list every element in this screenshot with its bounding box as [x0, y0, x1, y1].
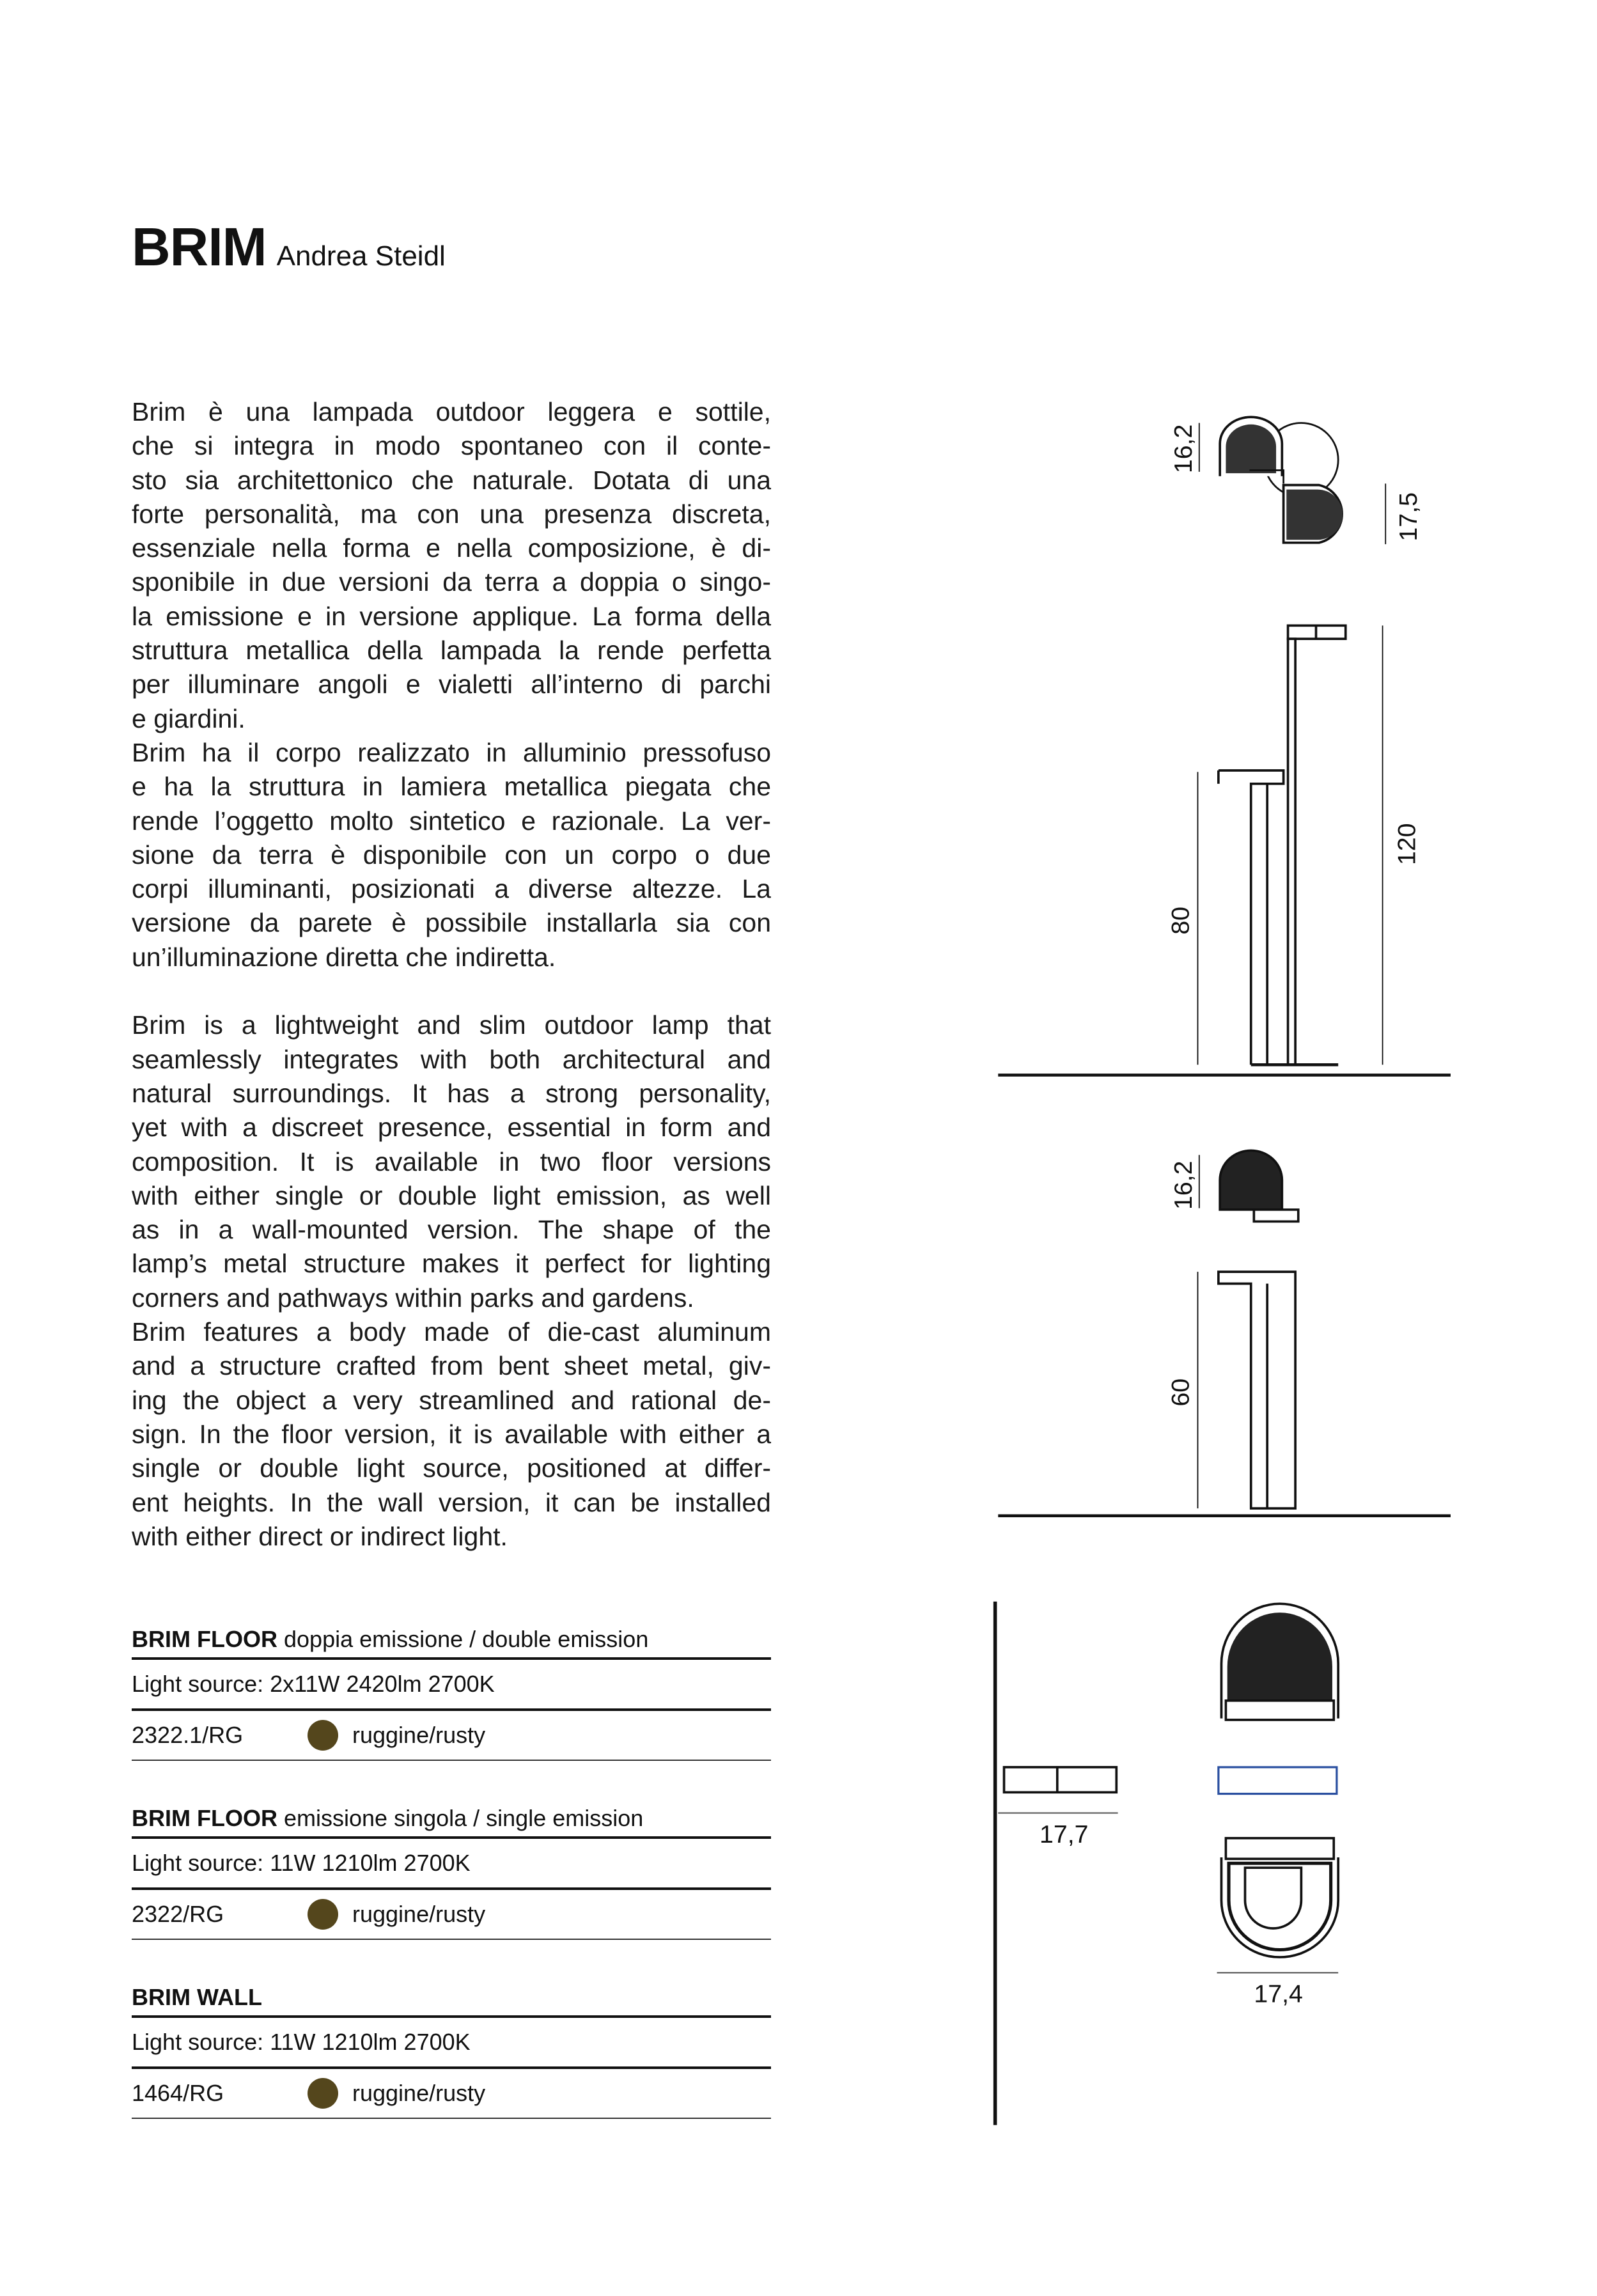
description-line: corners and pathways within parks and gardens.: [132, 1283, 694, 1313]
description-line: rende l’oggetto molto sintetico e razionale. La ver-: [132, 806, 771, 836]
description-line: composition. It is available in two floor versions: [132, 1146, 771, 1176]
dim-top-depth: 17,5: [1394, 492, 1422, 542]
spec-model: BRIM FLOOR: [132, 1626, 277, 1652]
finish-label: ruggine/rusty: [352, 1901, 486, 1927]
description-line: per illuminare angoli e vialetti all’interno di parchi: [132, 669, 771, 699]
description-line: ing the object a very streamlined and rational de-: [132, 1385, 771, 1415]
description-line: un’illuminazione diretta che indiretta.: [132, 942, 556, 972]
description-line: Brim è una lampada outdoor leggera e sottile,: [132, 397, 771, 426]
description-line: sign. In the floor version, it is available with either a: [132, 1419, 771, 1449]
dim-single-head: 16,2: [1169, 1160, 1198, 1210]
dim-height-80: 80: [1166, 907, 1195, 935]
description-line: with either single or double light emission, as well: [132, 1180, 771, 1210]
light-source-value: Light source: 11W 1210lm 2700K: [132, 1850, 471, 1876]
product-code: 1464/RG: [132, 2080, 224, 2106]
description-line: forte personalità, ma con una presenza discreta,: [132, 499, 771, 529]
finish-label: ruggine/rusty: [352, 1722, 486, 1748]
description-line: natural surroundings. It has a strong personality,: [132, 1078, 771, 1108]
light-source-value: Light source: 2x11W 2420lm 2700K: [132, 1671, 495, 1697]
description-line: e ha la struttura in lamiera metallica piegata che: [132, 772, 771, 802]
elevation-double: [998, 625, 1451, 1075]
product-code: 2322.1/RG: [132, 1722, 244, 1748]
description-line: sponibile in due versioni da terra a doppia o singo-: [132, 567, 771, 597]
description-line: Brim ha il corpo realizzato in alluminio pressofuso: [132, 737, 771, 767]
plan-view-double: [1199, 417, 1385, 544]
description-line: corpi illuminanti, posizionati a diverse altezze. La: [132, 874, 771, 904]
description-line: and a structure crafted from bent sheet metal, giv-: [132, 1351, 771, 1381]
finish-label: ruggine/rusty: [352, 2080, 486, 2106]
description-line: Brim features a body made of die-cast aluminum: [132, 1317, 771, 1347]
product-name: BRIM: [132, 217, 267, 277]
spec-model: BRIM WALL: [132, 1984, 262, 2010]
dim-wall-depth: 17,7: [1040, 1820, 1089, 1848]
description-line: seamlessly integrates with both architectural and: [132, 1044, 771, 1074]
description-line: Brim is a lightweight and slim outdoor lamp that: [132, 1010, 771, 1040]
spec-model: BRIM FLOOR: [132, 1805, 277, 1831]
description-line: lamp’s metal structure makes it perfect for lighting: [132, 1249, 771, 1279]
designer-name: Andrea Steidl: [276, 240, 446, 272]
light-source-value: Light source: 11W 1210lm 2700K: [132, 2029, 471, 2055]
description-line: single or double light source, positioned at differ-: [132, 1453, 771, 1483]
spec-variant: doppia emissione / double emission: [284, 1626, 649, 1652]
description-line: essenziale nella forma e nella composizione, è di-: [132, 533, 771, 563]
dim-height-60: 60: [1166, 1378, 1195, 1407]
description-line: e giardini.: [132, 703, 245, 733]
dim-wall-width: 17,4: [1254, 1980, 1303, 2008]
description-line: struttura metallica della lampada la rende perfetta: [132, 636, 771, 666]
dim-top-head: 16,2: [1169, 424, 1198, 474]
description-line: sione da terra è disponibile con un corpo o due: [132, 840, 771, 870]
description-line: che si integra in modo spontaneo con il conte-: [132, 431, 771, 461]
description-line: yet with a discreet presence, essential in form and: [132, 1113, 771, 1143]
description-line: sto sia architettonico che naturale. Dotata di una: [132, 465, 771, 495]
elevation-single: [998, 1150, 1451, 1515]
description-line: la emissione e in versione applique. La forma della: [132, 601, 771, 631]
product-code: 2322/RG: [132, 1901, 224, 1927]
description-line: as in a wall-mounted version. The shape of the: [132, 1215, 771, 1245]
wall-views: [995, 1602, 1339, 2125]
dim-height-120: 120: [1392, 823, 1421, 866]
description-line: ent heights. In the wall version, it can be installed: [132, 1487, 771, 1517]
description-line: versione da parete è possibile installarla sia con: [132, 908, 771, 938]
description-line: with either direct or indirect light.: [132, 1521, 508, 1551]
spec-variant: emissione singola / single emission: [284, 1805, 644, 1831]
